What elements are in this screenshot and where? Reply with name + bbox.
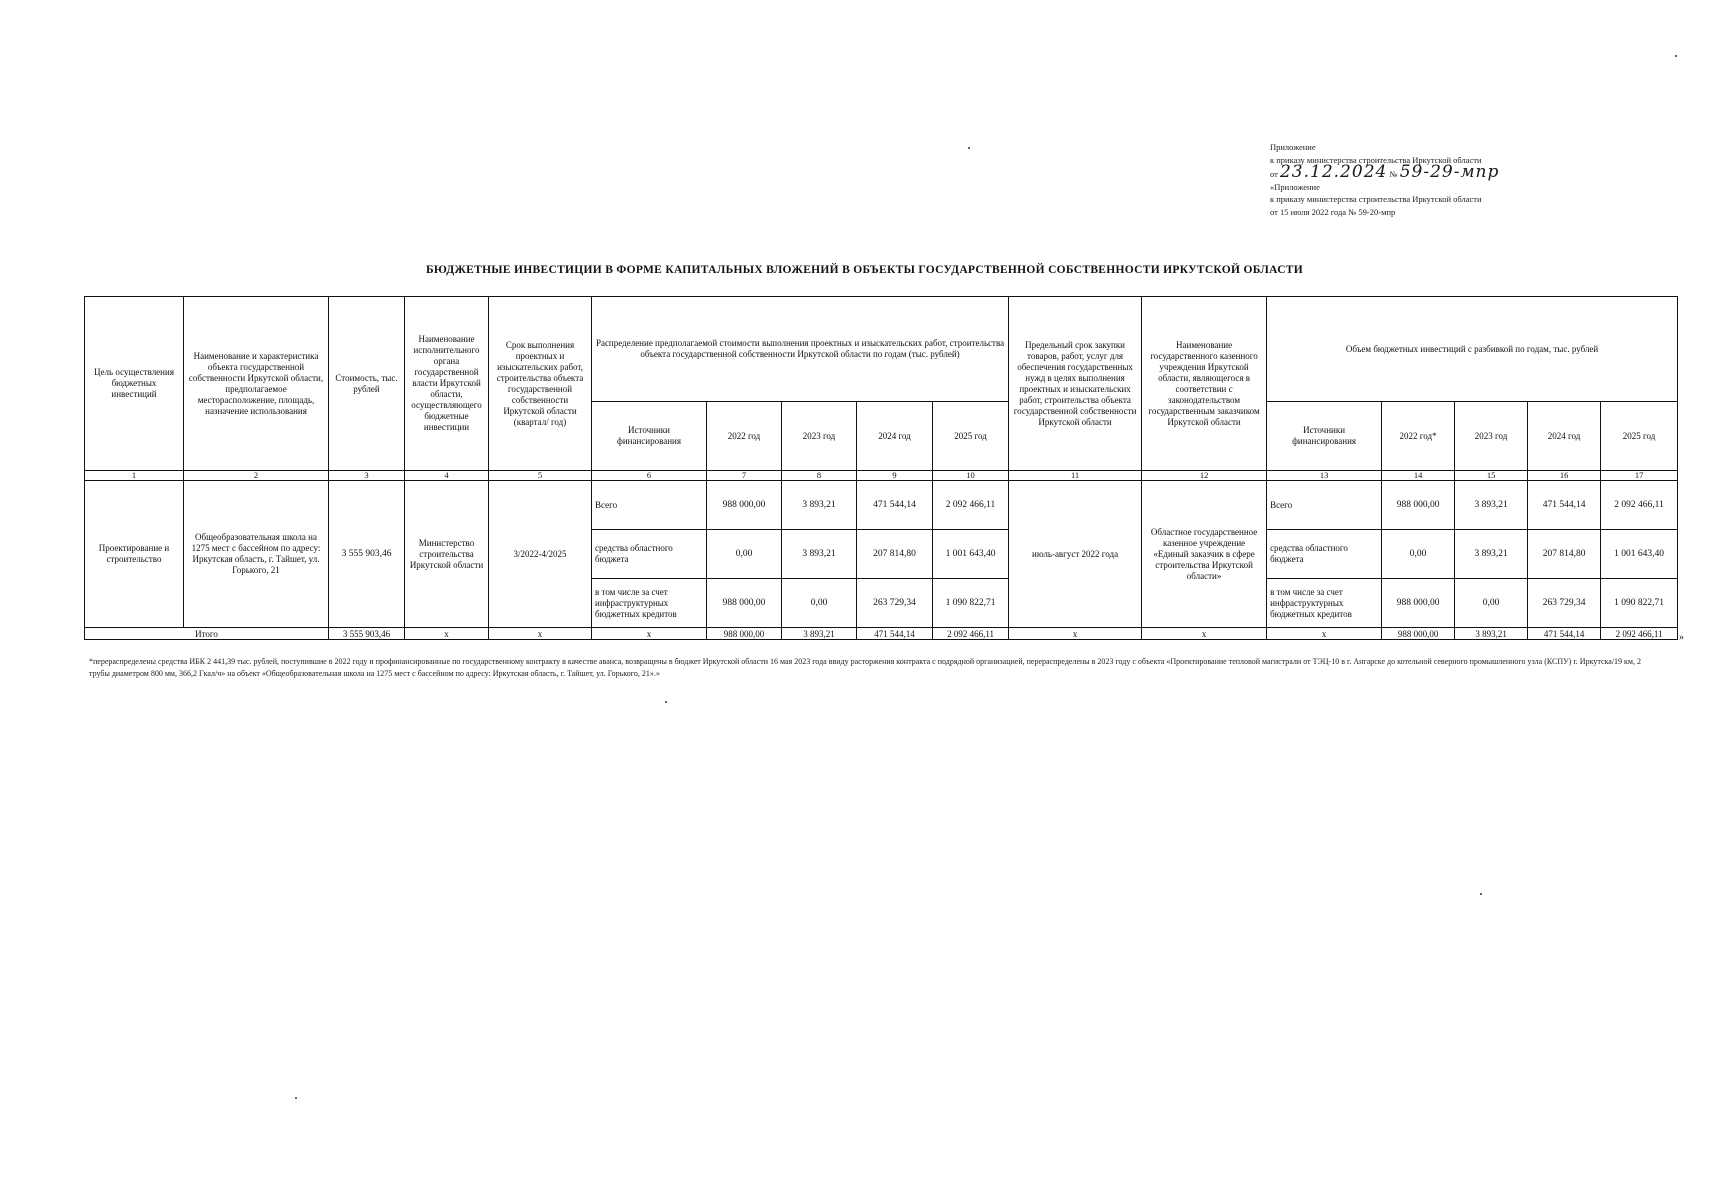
value-cell: 263 729,34 [1528, 579, 1601, 628]
col-num: 2 [184, 471, 329, 481]
header-sources-2: Источники финансирования [1267, 402, 1382, 471]
value-cell: 1 090 822,71 [1601, 579, 1678, 628]
value-cell: 2 092 466,11 [933, 481, 1009, 530]
x-mark: х [405, 628, 489, 640]
col-num: 3 [329, 471, 405, 481]
from-label: от [1270, 169, 1278, 179]
total-value: 988 000,00 [1382, 628, 1455, 640]
header-row-1 [85, 297, 1678, 402]
total-value: 471 544,14 [1528, 628, 1601, 640]
x-mark: х [1267, 628, 1382, 640]
value-cell: 263 729,34 [857, 579, 933, 628]
value-cell: 0,00 [782, 579, 857, 628]
col-num: 5 [489, 471, 592, 481]
source-cell: средства областного бюджета [1267, 530, 1382, 579]
col-num: 12 [1142, 471, 1267, 481]
col-num: 4 [405, 471, 489, 481]
value-cell: 2 092 466,11 [1601, 481, 1678, 530]
object-cell: Общеобразовательная школа на 1275 мест с бассейном по адресу: Иркутская область, г. Тайшет, ул. Горького, 21 [184, 481, 329, 628]
scan-speck [1675, 55, 1677, 57]
header-distribution-group: Распределение предполагаемой стоимости выполнения проектных и изыскательских работ, строительства объекта государственной собственности Иркутской области по годам (тыс. рублей) [592, 297, 1009, 402]
header-term: Срок выполнения проектных и изыскательских работ, строительства объекта государственной собственности Иркутской области (квартал/ год) [489, 297, 592, 471]
value-cell: 3 893,21 [782, 530, 857, 579]
value-cell: 3 893,21 [782, 481, 857, 530]
value-cell: 207 814,80 [1528, 530, 1601, 579]
handwritten-date: 23.12.2024 [1279, 162, 1388, 182]
customer-cell: Областное государственное казенное учреждение «Единый заказчик в сфере строительства Иркутской области» [1142, 481, 1267, 628]
appendix-line-2: к приказу министерства строительства Иркутской области [1270, 154, 1482, 165]
total-value: 2 092 466,11 [933, 628, 1009, 640]
footnote: *перераспределены средства ИБК 2 441,39 тыс. рублей, поступившие в 2022 году и профинансированные по государственному контракту в качестве аванса, возвращены в бюджет Иркутской области 16 мая 2023 года ввиду расторжения контракта с подрядной организацией, перераспределены в 2023 году с объекта «Проектирование тепловой магистрали от ТЭЦ-10 в г. Ангарске до котельной северного промышленного узла (КСПУ) г. Иркутска/19 км, 2 трубы диаметром 800 мм, 366,2 Гкал/ч» на объект «Общеобразовательная школа на 1275 мест с бассейном по адресу: Иркутская область, г. Тайшет, ул. Горького, 21».» [89, 657, 1641, 678]
header-2023-1: 2023 год [782, 402, 857, 471]
total-value: 3 893,21 [782, 628, 857, 640]
value-cell: 471 544,14 [857, 481, 933, 530]
column-number-row [85, 471, 1678, 481]
x-mark: х [1009, 628, 1142, 640]
header-2025-1: 2025 год [933, 402, 1009, 471]
scan-speck [665, 701, 667, 703]
value-cell: 0,00 [1382, 530, 1455, 579]
value-cell: 471 544,14 [1528, 481, 1601, 530]
procurement-deadline-cell: июль-август 2022 года [1009, 481, 1142, 628]
col-num: 13 [1267, 471, 1382, 481]
total-value: 471 544,14 [857, 628, 933, 640]
value-cell: 1 090 822,71 [933, 579, 1009, 628]
header-cost: Стоимость, тыс. рублей [329, 297, 405, 471]
total-row [85, 628, 1678, 640]
header-sources-1: Источники финансирования [592, 402, 707, 471]
col-num: 11 [1009, 471, 1142, 481]
value-cell: 3 893,21 [1455, 530, 1528, 579]
value-cell: 207 814,80 [857, 530, 933, 579]
executor-cell: Министерство строительства Иркутской области [405, 481, 489, 628]
number-prefix: № [1389, 169, 1398, 179]
col-num: 9 [857, 471, 933, 481]
document-title: БЮДЖЕТНЫЕ ИНВЕСТИЦИИ В ФОРМЕ КАПИТАЛЬНЫХ ВЛОЖЕНИЙ В ОБЪЕКТЫ ГОСУДАРСТВЕННОЙ СОБСТВЕННОСТИ ИРКУТСКОЙ ОБЛАСТИ [425, 264, 1304, 276]
term-cell: 3/2022-4/2025 [489, 481, 592, 628]
col-num: 10 [933, 471, 1009, 481]
header-2022-1: 2022 год [707, 402, 782, 471]
total-value: 988 000,00 [707, 628, 782, 640]
handwritten-number: 59-29-мпр [1399, 162, 1500, 182]
x-mark: х [489, 628, 592, 640]
col-num: 1 [85, 471, 184, 481]
total-value: 2 092 466,11 [1601, 628, 1678, 640]
scan-speck [968, 147, 970, 149]
value-cell: 1 001 643,40 [1601, 530, 1678, 579]
header-object: Наименование и характеристика объекта государственной собственности Иркутской области, предполагаемое месторасположение, площадь, назначение использования [184, 297, 329, 471]
source-cell: в том числе за счет инфраструктурных бюджетных кредитов [1267, 579, 1382, 628]
total-value: 3 893,21 [1455, 628, 1528, 640]
cost-cell: 3 555 903,46 [329, 481, 405, 628]
appendix-date-line [1270, 162, 1610, 182]
appendix-line-4: «Приложение [1270, 181, 1320, 192]
closing-quote: » [1679, 632, 1684, 643]
x-mark: х [592, 628, 707, 640]
appendix-line-5: к приказу министерства строительства Иркутской области [1270, 194, 1482, 204]
scan-speck [1480, 893, 1482, 895]
appendix-line-1: Приложение [1270, 142, 1316, 152]
x-mark: х [1142, 628, 1267, 640]
value-cell: 988 000,00 [707, 481, 782, 530]
value-cell: 988 000,00 [1382, 481, 1455, 530]
value-cell: 0,00 [707, 530, 782, 579]
header-2024-1: 2024 год [857, 402, 933, 471]
value-cell: 988 000,00 [707, 579, 782, 628]
investments-table [84, 296, 1678, 640]
col-num: 6 [592, 471, 707, 481]
source-cell: Всего [592, 481, 707, 530]
total-label: Итого [85, 628, 329, 640]
col-num: 16 [1528, 471, 1601, 481]
header-2023-2: 2023 год [1455, 402, 1528, 471]
header-volume-group: Объем бюджетных инвестиций с разбивкой по годам, тыс. рублей [1267, 297, 1678, 402]
col-num: 14 [1382, 471, 1455, 481]
value-cell: 1 001 643,40 [933, 530, 1009, 579]
col-num: 17 [1601, 471, 1678, 481]
source-cell: средства областного бюджета [592, 530, 707, 579]
table-row [85, 481, 1678, 530]
header-procurement-deadline: Предельный срок закупки товаров, работ, услуг для обеспечения государственных нужд в целях выполнения проектных и изыскательских работ, строительства объекта государственной собственности Иркутской области [1009, 297, 1142, 471]
scan-speck [295, 1097, 297, 1099]
appendix-header [1270, 141, 1610, 218]
col-num: 8 [782, 471, 857, 481]
header-goal: Цель осуществления бюджетных инвестиций [85, 297, 184, 471]
value-cell: 0,00 [1455, 579, 1528, 628]
appendix-line-6: от 15 июля 2022 года № 59-20-мпр [1270, 206, 1396, 217]
col-num: 15 [1455, 471, 1528, 481]
value-cell: 3 893,21 [1455, 481, 1528, 530]
header-2022-2: 2022 год* [1382, 402, 1455, 471]
col-num: 7 [707, 471, 782, 481]
header-2024-2: 2024 год [1528, 402, 1601, 471]
source-cell: Всего [1267, 481, 1382, 530]
source-cell: в том числе за счет инфраструктурных бюджетных кредитов [592, 579, 707, 628]
header-executor: Наименование исполнительного органа государственной власти Иркутской области, осуществляющего бюджетные инвестиции [405, 297, 489, 471]
header-customer: Наименование государственного казенного учреждения Иркутской области, являющегося в соответствии с законодательством государственным заказчиком Иркутской области [1142, 297, 1267, 471]
header-2025-2: 2025 год [1601, 402, 1678, 471]
goal-cell: Проектирование и строительство [85, 481, 184, 628]
total-cost: 3 555 903,46 [329, 628, 405, 640]
value-cell: 988 000,00 [1382, 579, 1455, 628]
